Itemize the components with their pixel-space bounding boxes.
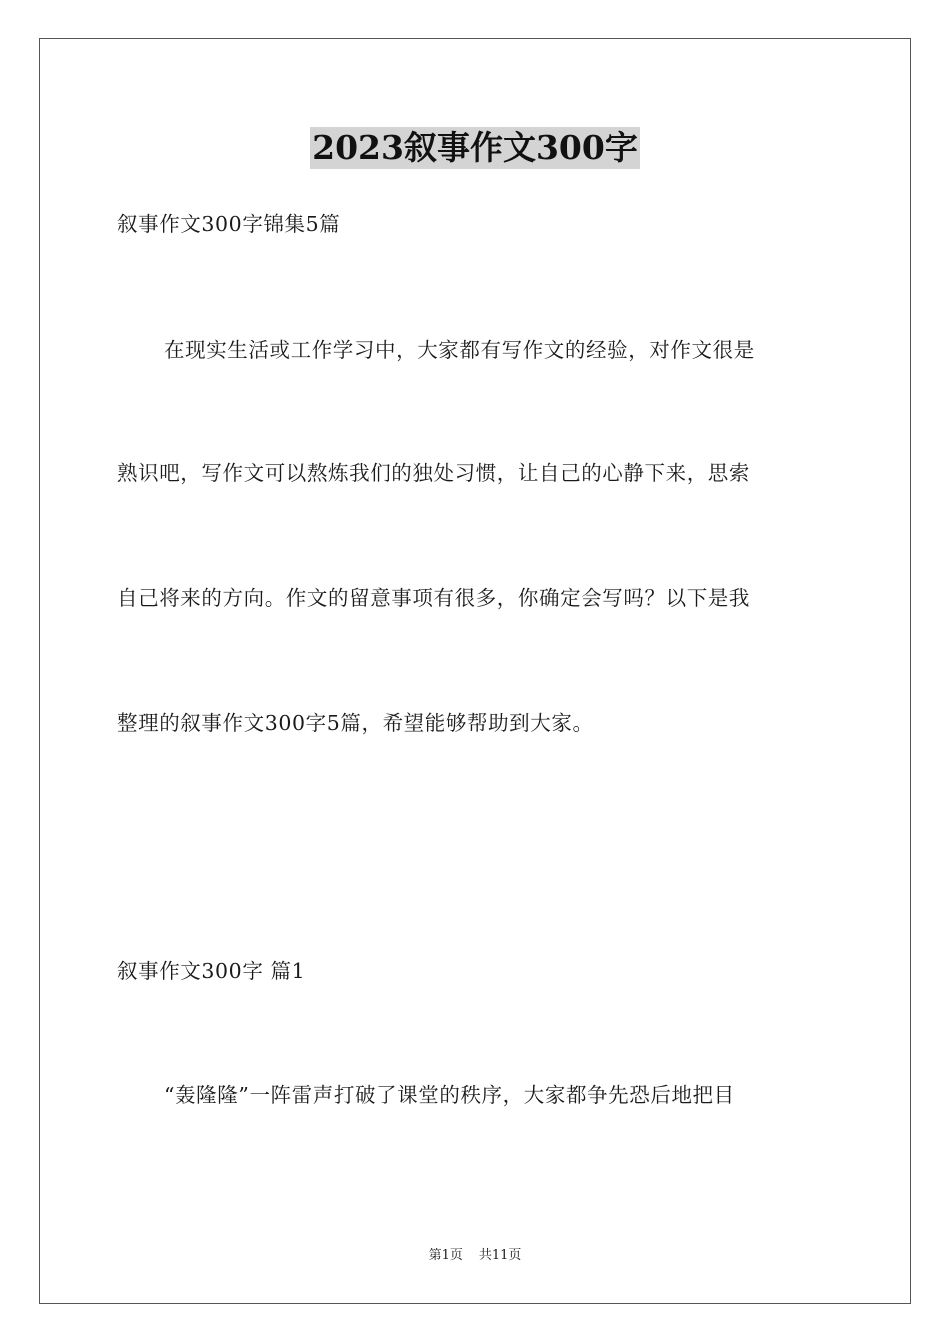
page-number-total: 共11页 (478, 1248, 522, 1263)
section-heading: 叙事作文300字 篇1 (117, 959, 306, 983)
document-subtitle: 叙事作文300字锦集5篇 (117, 212, 341, 236)
intro-paragraph-line-3: 自己将来的方向。作文的留意事项有很多，你确定会写吗？以下是我 (117, 586, 750, 610)
section-paragraph-line-1: “轰隆隆”一阵雷声打破了课堂的秩序，大家都争先恐后地把目 (164, 1083, 735, 1107)
page-footer (0, 1247, 950, 1265)
title-wrap (0, 127, 950, 169)
page-number-current: 第1页 (428, 1248, 463, 1263)
intro-paragraph-line-1: 在现实生活或工作学习中，大家都有写作文的经验，对作文很是 (164, 338, 755, 362)
intro-paragraph-line-2: 熟识吧，写作文可以熬炼我们的独处习惯，让自己的心静下来，思索 (117, 461, 750, 485)
document-title: 2023叙事作文300字 (312, 128, 638, 167)
intro-paragraph-line-4: 整理的叙事作文300字5篇，希望能够帮助到大家。 (117, 711, 594, 735)
